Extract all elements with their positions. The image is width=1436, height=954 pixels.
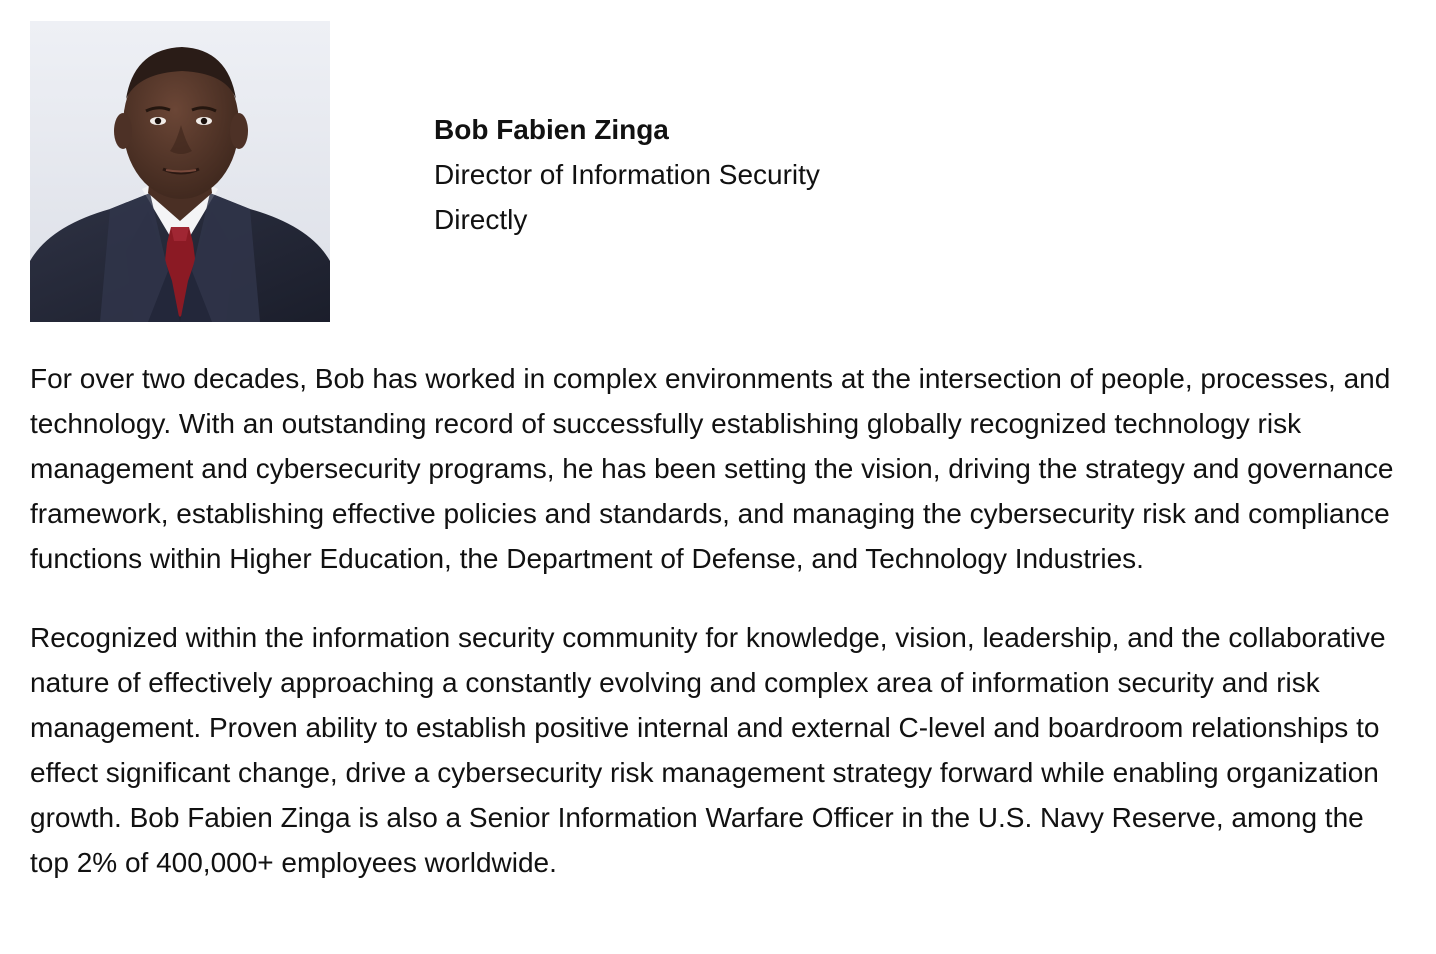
person-name: Bob Fabien Zinga (434, 114, 669, 145)
profile-identity (434, 107, 820, 242)
profile-header (30, 21, 820, 322)
person-company: Directly (434, 204, 528, 235)
person-portrait-icon (30, 21, 330, 322)
person-job-title: Director of Information Security (434, 159, 820, 190)
bio-paragraph-2: Recognized within the information security community for knowledge, vision, leadership, and the collaborative nature of effectively approaching a constantly evolving and complex area of information security and risk management. Proven ability to establish positive internal and external C-level and boardroom relationships to effect significant change, drive a cybersecurity risk management strategy forward while enabling organization growth. Bob Fabien Zinga is also a Senior Information Warfare Officer in the U.S. Navy Reserve, among the top 2% of 400,000+ employees worldwide. (30, 622, 1386, 878)
bio-paragraph-1: For over two decades, Bob has worked in complex environments at the intersection of people, processes, and technology. With an outstanding record of successfully establishing globally recognized technology risk management and cybersecurity programs, he has been setting the vision, driving the strategy and governance framework, establishing effective policies and standards, and managing the cybersecurity risk and compliance functions within Higher Education, the Department of Defense, and Technology Industries. (30, 363, 1394, 574)
profile-photo (30, 21, 330, 322)
profile-bio (30, 356, 1410, 919)
